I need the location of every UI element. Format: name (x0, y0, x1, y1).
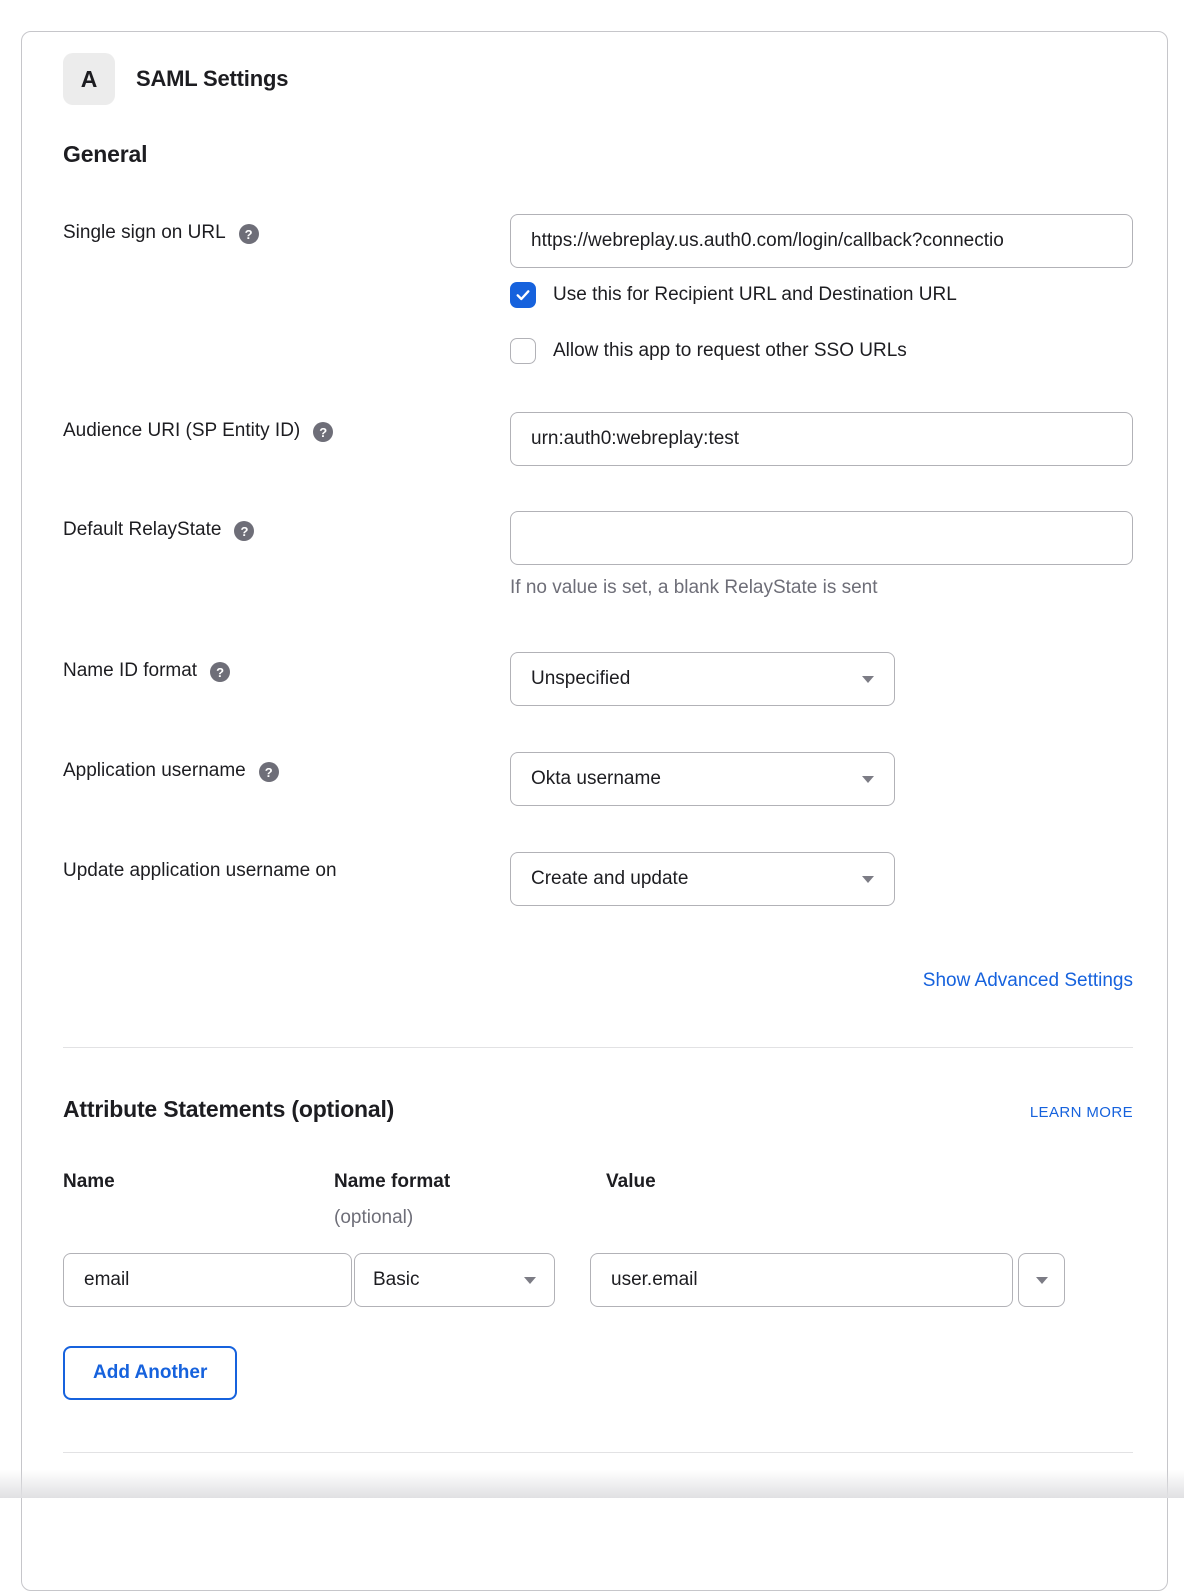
name-id-format-select[interactable] (510, 652, 895, 706)
audience-uri-label: Audience URI (SP Entity ID) (63, 420, 301, 441)
chevron-down-icon (524, 1277, 536, 1284)
app-username-field-col (510, 752, 1133, 806)
column-header-name-format: Name format (334, 1171, 451, 1192)
attribute-table-headers (63, 1171, 1133, 1231)
divider (63, 1047, 1133, 1048)
name-id-format-row (63, 652, 1133, 706)
help-icon[interactable] (313, 422, 333, 442)
learn-more-link[interactable]: LEARN MORE (1029, 1104, 1133, 1121)
divider (63, 1452, 1133, 1453)
relay-state-input[interactable] (510, 511, 1133, 565)
relay-state-label-col (63, 511, 510, 599)
show-advanced-settings-link[interactable]: Show Advanced Settings (922, 970, 1133, 991)
audience-uri-field-col (510, 412, 1133, 466)
chevron-down-icon (1036, 1277, 1048, 1284)
relay-state-row (63, 511, 1133, 599)
attribute-name-format-select[interactable] (354, 1253, 555, 1307)
attribute-name-input[interactable] (63, 1253, 352, 1307)
app-username-label-col (63, 752, 510, 806)
sso-url-label-col (63, 214, 510, 364)
other-sso-checkbox-row (510, 338, 1133, 364)
page-title: SAML Settings (136, 66, 289, 91)
card-header (63, 53, 1133, 105)
name-id-format-label-col (63, 652, 510, 706)
attribute-statement-row (63, 1253, 1133, 1307)
name-format-optional-note: (optional) (334, 1207, 414, 1228)
sso-url-row (63, 214, 1133, 364)
relay-state-label: Default RelayState (63, 519, 222, 540)
column-header-name: Name (63, 1171, 115, 1192)
audience-uri-row (63, 412, 1133, 466)
relay-state-field-col (510, 511, 1133, 599)
audience-uri-input[interactable] (510, 412, 1133, 466)
chevron-down-icon (862, 876, 874, 883)
update-app-username-label-col (63, 852, 510, 906)
saml-settings-card (21, 31, 1168, 1591)
help-icon[interactable] (210, 662, 230, 682)
other-sso-checkbox[interactable] (510, 338, 536, 364)
chevron-down-icon (862, 676, 874, 683)
attribute-value-input[interactable] (590, 1253, 1013, 1307)
attribute-name-format-value: Basic (373, 1269, 420, 1290)
help-icon[interactable] (259, 762, 279, 782)
update-app-username-field-col (510, 852, 1133, 906)
attribute-statements-heading: Attribute Statements (optional) (63, 1096, 395, 1122)
attribute-statements-header (63, 1096, 1133, 1123)
recipient-url-checkbox[interactable] (510, 282, 536, 308)
relay-state-hint: If no value is set, a blank RelayState is sent (510, 577, 878, 598)
sso-url-input[interactable] (510, 214, 1133, 268)
other-sso-checkbox-label: Allow this app to request other SSO URLs (553, 340, 907, 361)
chevron-down-icon (862, 776, 874, 783)
add-another-button[interactable]: Add Another (63, 1346, 237, 1400)
name-id-format-field-col (510, 652, 1133, 706)
update-app-username-value: Create and update (531, 868, 689, 889)
app-username-label: Application username (63, 760, 246, 781)
checkmark-icon (515, 287, 531, 303)
sso-url-field-col (510, 214, 1133, 364)
update-app-username-row (63, 852, 1133, 906)
section-badge: A (63, 53, 115, 105)
general-heading: General (63, 141, 148, 167)
recipient-url-checkbox-row (510, 282, 1133, 308)
update-app-username-label: Update application username on (63, 860, 337, 881)
app-username-select[interactable] (510, 752, 895, 806)
column-header-value: Value (606, 1171, 656, 1192)
name-id-format-label: Name ID format (63, 660, 198, 681)
audience-uri-label-col (63, 412, 510, 466)
help-icon[interactable] (239, 224, 259, 244)
name-id-format-value: Unspecified (531, 668, 631, 689)
app-username-row (63, 752, 1133, 806)
attribute-value-dropdown-button[interactable] (1018, 1253, 1065, 1307)
update-app-username-select[interactable] (510, 852, 895, 906)
sso-url-label: Single sign on URL (63, 222, 226, 243)
recipient-url-checkbox-label: Use this for Recipient URL and Destination URL (553, 284, 957, 305)
advanced-settings-row (63, 970, 1133, 992)
app-username-value: Okta username (531, 768, 661, 789)
help-icon[interactable] (234, 521, 254, 541)
